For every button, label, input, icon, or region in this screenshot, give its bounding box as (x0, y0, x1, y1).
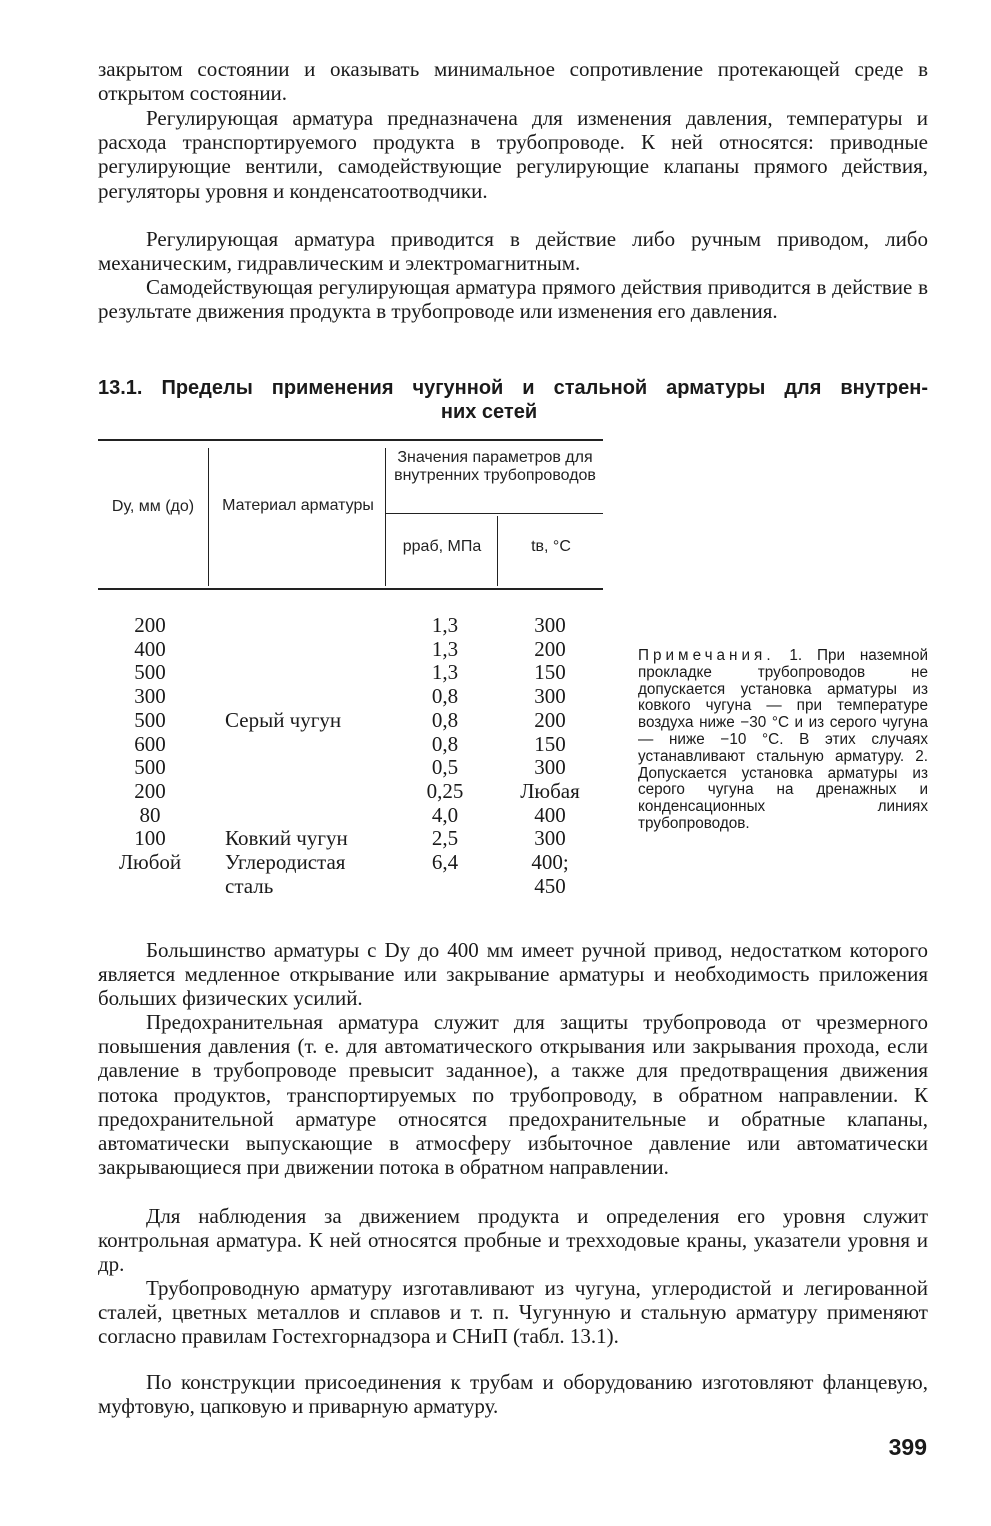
header-temperature: tв, °C (531, 538, 571, 555)
table-title-line-2: них сетей (440, 401, 538, 423)
table-cell: 150 (534, 731, 566, 756)
table-cell: 1,3 (431, 660, 459, 685)
table-cell: 450 (534, 873, 566, 898)
table-cell: 6,4 (431, 850, 459, 875)
table-cell (225, 756, 395, 780)
table-cell (225, 804, 395, 828)
paragraph-5: Большинство арматуры с Dу до 400 мм имеет ручной привод, недостатком которого является медленное открывание или закрывание арматуры и необходимость приложения больших физических усилий. (98, 938, 928, 1011)
table-cell: 200 (134, 613, 166, 637)
column-dn (98, 614, 202, 875)
table-cell: 0,8 (431, 684, 459, 709)
table-cell (225, 661, 395, 685)
header-material: Материал арматуры (222, 497, 374, 514)
paragraph-9: По конструкции присоединения к трубам и оборудованию изготовляют фланцевую, муфтовую, цапковую и приварную арматуру. (98, 1370, 928, 1419)
paragraph-3: Регулирующая арматура приводится в действие либо ручным приводом, либо механическим, гидравлическим и электромагнитным. (98, 227, 928, 276)
table-cell: 400 (134, 636, 166, 661)
table-cell (225, 614, 395, 638)
table-cell (225, 733, 395, 757)
header-pressure: pраб, МПа (402, 538, 482, 555)
paragraph-6: Предохранительная арматура служит для защиты трубопровода от чрезмерного повышения давления (т. е. для автоматического открывания или закрывания прохода, если давление в трубопроводе превысит заданное), а также для предотвращения движения потока продуктов, транспортируемых по трубопроводу, в обратном направлении. К предохранительной арматуре относятся предохранительные и обратные клапаны, автоматически выпускающие в атмосферу избыточное давление или автоматически закрывающиеся при движении потока в обратном направлении. (98, 1010, 928, 1180)
table-header-bottom-rule (98, 588, 603, 590)
table-cell: Серый чугун (225, 707, 342, 732)
table-vline-2 (385, 448, 386, 586)
table-cell: 80 (139, 802, 161, 827)
paragraph-8: Трубопроводную арматуру изготавливают из чугуна, углеродистой и легированной сталей, цветных металлов и сплавов и т. п. Чугунную и стальную арматуру применяют согласно правилам Гостехгорнадзора и СНиП (табл. 13.1). (98, 1276, 928, 1349)
column-material (225, 614, 395, 898)
notes-label: Примечания. (638, 647, 775, 664)
table-cell: Любой (118, 850, 182, 875)
header-dn: Dу, мм (до) (111, 498, 195, 515)
table-notes (638, 648, 928, 833)
table-cell (225, 685, 395, 709)
table-cell: 300 (534, 755, 566, 780)
table-cell: 1,3 (431, 613, 459, 637)
header-parameters-group: Значения параметров для внутренних трубопроводов (394, 449, 596, 484)
table-cell: Любая (520, 778, 580, 803)
table-top-rule (98, 439, 603, 441)
table-cell: 400 (534, 802, 566, 827)
paragraph-4: Самодействующая регулирующая арматура прямого действия приводится в действие в результате движения продукта в трубопроводе или изменения его давления. (98, 275, 928, 324)
table-cell: 600 (134, 731, 166, 756)
table-title (98, 376, 928, 424)
table-cell: Ковкий чугун (225, 826, 348, 851)
table-cell (225, 638, 395, 662)
table-cell (225, 780, 395, 804)
table-cell: 0,25 (426, 778, 464, 803)
table-cell: 150 (534, 660, 566, 685)
table-title-line-1: 13.1. Пределы применения чугунной и стальной арматуры для внутрен- (98, 377, 928, 399)
table-cell: 1,3 (431, 636, 459, 661)
paragraph-7: Для наблюдения за движением продукта и определения его уровня служит контрольная арматура. К ней относятся пробные и трехходовые краны, указатели уровня и др. (98, 1204, 928, 1277)
table-cell: 300 (534, 684, 566, 709)
table-cell: 200 (534, 636, 566, 661)
table-vline-1 (208, 448, 209, 586)
table-cell: 100 (134, 826, 166, 851)
table-cell: 200 (534, 707, 566, 732)
table-cell: 300 (534, 613, 566, 637)
notes-text: 1. При наземной прокладке трубопроводов не допускается установка арматуры из ковкого чугуна — при температуре воздуха ниже −30 °C и из серого чугуна — ниже −10 °C. В этих случаях устанавливают стальную арматуру. 2. Допускается установка арматуры из серого чугуна на дренажных и конденсационных линиях трубопроводов. (638, 647, 928, 832)
table-vline-3 (497, 516, 498, 586)
table-cell: 0,5 (431, 755, 459, 780)
table-cell: сталь (225, 873, 274, 898)
table-cell: 500 (134, 707, 166, 732)
column-temperature (500, 614, 600, 898)
table-cell: 4,0 (431, 802, 459, 827)
column-pressure (410, 614, 480, 875)
table-cell: 500 (134, 755, 166, 780)
page-number: 399 (888, 1434, 927, 1460)
table-cell: 0,8 (431, 731, 459, 756)
table-cell: 300 (134, 684, 166, 709)
table-subheader-rule (386, 513, 603, 514)
paragraph-1: закрытом состоянии и оказывать минимальное сопротивление протекающей среде в открытом состоянии. (98, 57, 928, 106)
table-cell: 500 (134, 660, 166, 685)
table-cell: 200 (134, 778, 166, 803)
table-cell: 0,8 (431, 707, 459, 732)
table-cell: 400; (531, 850, 569, 875)
paragraph-2: Регулирующая арматура предназначена для изменения давления, температуры и расхода транспортируемого продукта в трубопроводе. К ней относятся: приводные регулирующие вентили, самодействующие регулирующие клапаны прямого действия, регуляторы уровня и конденсатоотводчики. (98, 106, 928, 203)
table-cell: 2,5 (431, 826, 459, 851)
table-cell: 300 (534, 826, 566, 851)
table-cell: Углеродистая (225, 850, 346, 875)
